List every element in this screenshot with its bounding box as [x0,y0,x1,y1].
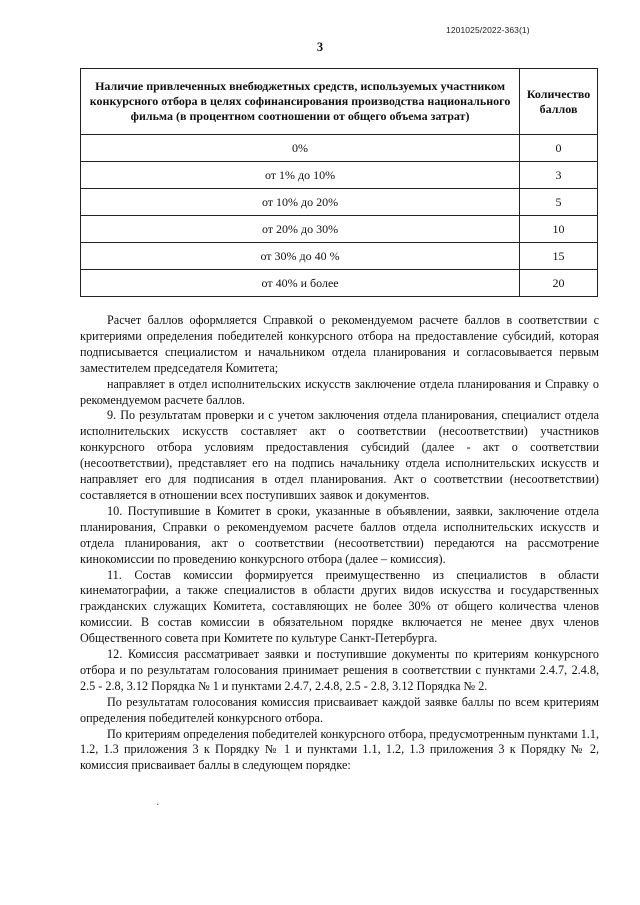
paragraph-sends-conclusion: направляет в отдел исполнительских искусств заключение отдела планирования и Справку о рекомендуемом расчете баллов. [80,376,599,407]
range-cell: от 30% до 40 % [81,243,520,270]
range-cell: от 10% до 20% [81,189,520,216]
score-cell: 3 [520,162,598,189]
score-table [80,68,598,297]
score-cell: 5 [520,189,598,216]
score-cell: 15 [520,243,598,270]
range-cell: 0% [81,135,520,162]
table-row [81,216,598,243]
paragraph-voting-results: По результатам голосования комиссия присваивает каждой заявке баллы по всем критериям определения победителей конкурсного отбора. [80,694,599,725]
table-row [81,270,598,297]
document-number: 1201025/2022-363(1) [446,25,530,35]
scan-speck: · [156,800,160,811]
paragraph-score-calculation: Расчет баллов оформляется Справкой о рекомендуемом расчете баллов в соответствии с критериями определения победителей конкурсного отбора на предоставление субсидий, которая подписывается специалистом и начальником отдела планирования и согласовывается первым заместителем председателя Комитета; [80,313,599,375]
score-cell: 20 [520,270,598,297]
range-cell: от 40% и более [81,270,520,297]
column-header-funding: Наличие привлеченных внебюджетных средств, используемых участником конкурсного отбора в целях софинансирования производства национального фильма (в процентном соотношении от общего объема затрат) [81,69,520,135]
score-cell: 0 [520,135,598,162]
page-number: 3 [316,40,324,54]
table-header-row [81,69,598,135]
paragraph-criteria-order: По критериям определения победителей конкурсного отбора, предусмотренным пунктами 1.1, 1.2, 1.3 приложения 3 к Порядку № 1 и пунктами 1.1, 1.2, 1.3 приложения 3 к Порядку № 2, комиссия присваивает баллы в следующем порядке: [80,726,599,773]
table-row [81,189,598,216]
column-header-points: Количество баллов [520,69,598,135]
table-row [81,243,598,270]
paragraph-item-10: 10. Поступившие в Комитет в сроки, указанные в объявлении, заявки, заключение отдела планирования, Справки о рекомендуемом расчете баллов отдела исполнительских искусств и отдела планирования, акт о соответствии (несоответствии) передаются на рассмотрение кинокомиссии по проведению конкурсного отбора (далее – комиссия). [80,503,599,566]
score-cell: 10 [520,216,598,243]
paragraph-item-12: 12. Комиссия рассматривает заявки и поступившие документы по критериям конкурсного отбора и по результатам голосования принимает решения в соответствии с пунктами 2.4.7, 2.4.8, 2.5 - 2.8, 3.12 Порядка № 1 и пунктами 2.4.7, 2.4.8, 2.5 - 2.8, 3.12 Порядка № 2. [80,647,599,693]
table-row [81,162,598,189]
paragraph-item-9: 9. По результатам проверки и с учетом заключения отдела планирования, специалист отдела исполнительских искусств составляет акт о соответствии (несоответствии) участников конкурсного отбора условиям предоставления субсидий (далее - акт о соответствии (несоответствии), представляет его на подпись начальнику отдела исполнительских искусств и направляет его для подписания в отдел планирования. Акт о соответствии (несоответствии) составляется в отношении всех поступивших заявок и документов. [80,408,599,502]
range-cell: от 20% до 30% [81,216,520,243]
range-cell: от 1% до 10% [81,162,520,189]
table-row [81,135,598,162]
paragraph-item-11: 11. Состав комиссии формируется преимущественно из специалистов в области кинематографии, а также специалистов в области других видов искусства и государственных гражданских служащих Комитета, составляющих не более 30% от общего количества членов комиссии. В состав комиссии в обязательном порядке включается не менее двух членов Общественного совета при Комитете по культуре Санкт-Петербурга. [80,567,599,646]
document-body [80,313,599,774]
